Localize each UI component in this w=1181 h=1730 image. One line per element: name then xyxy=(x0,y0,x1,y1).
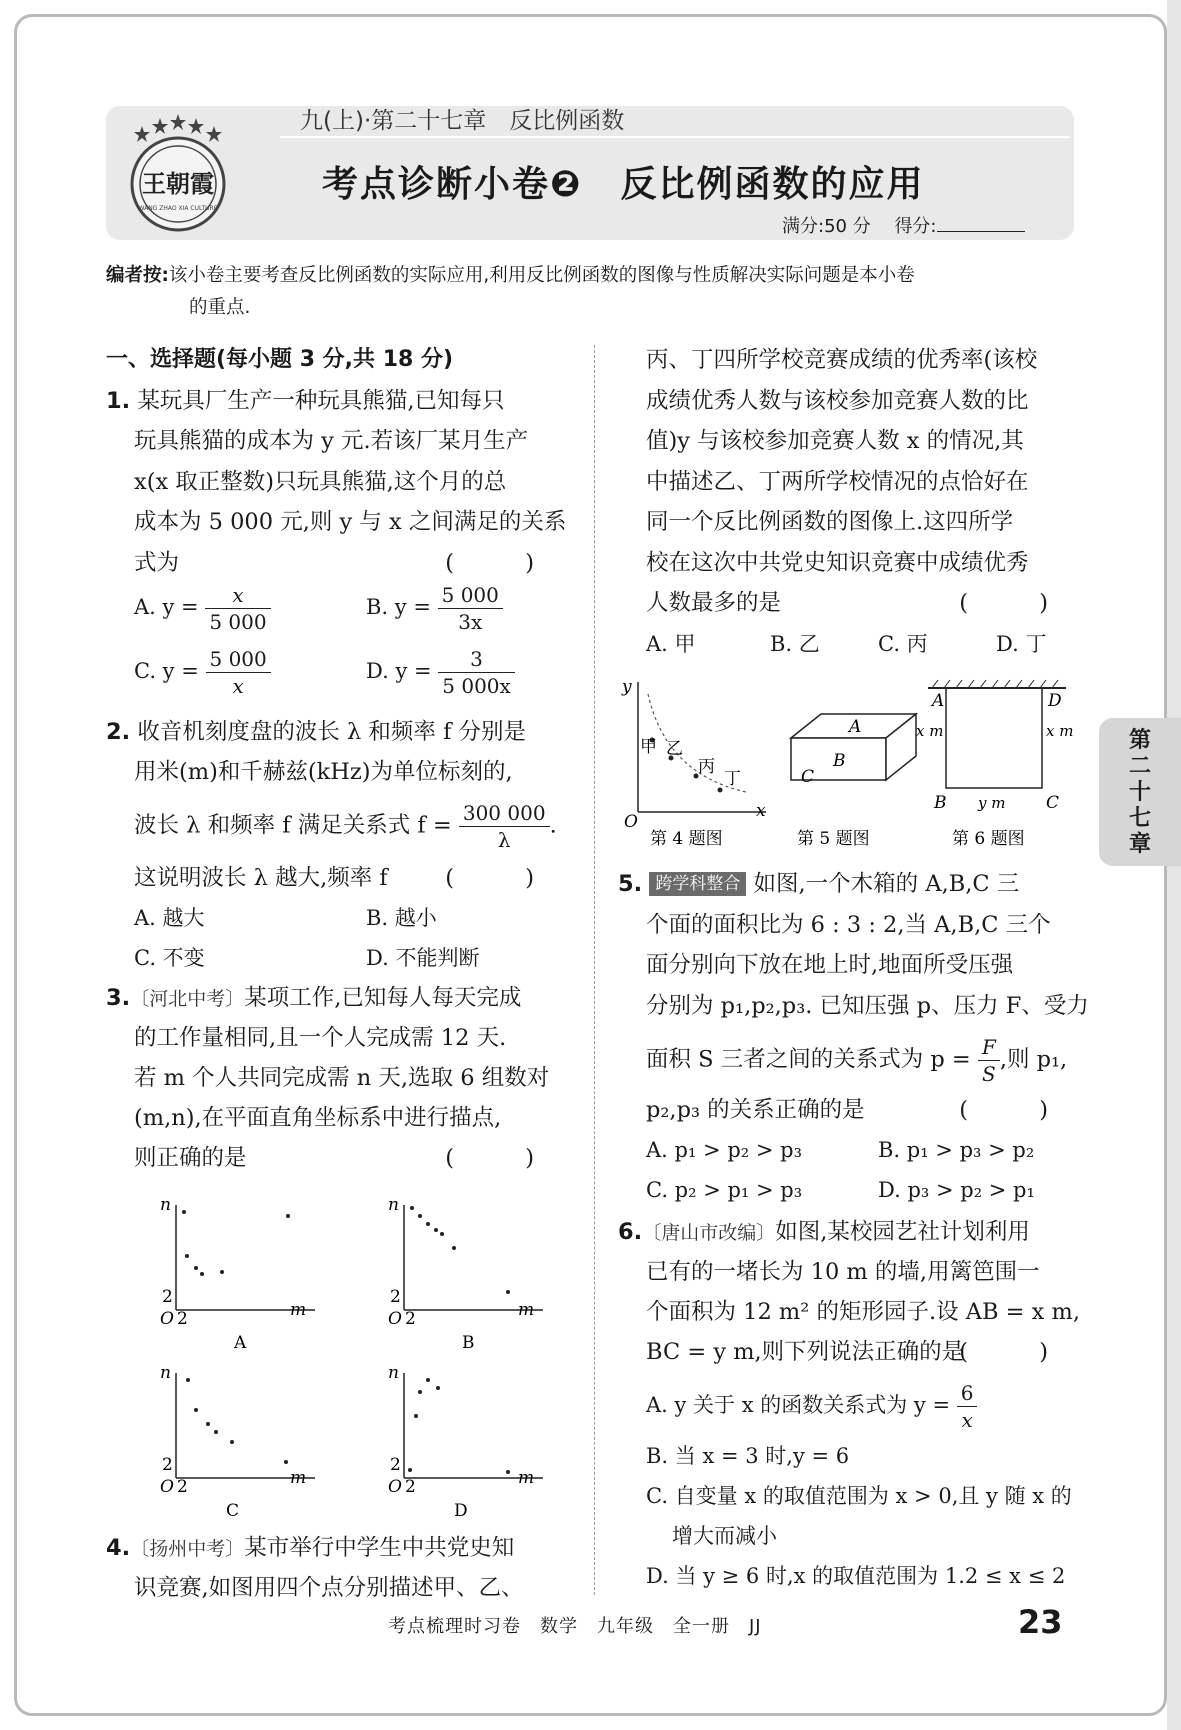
q6-option-a-fraction xyxy=(957,1380,978,1433)
q1-option-a[interactable] xyxy=(134,582,271,635)
q1-b-num: 5 000 xyxy=(438,582,503,609)
fig5-caption: 第 5 题图 xyxy=(797,829,870,849)
q2-option-d[interactable]: D. 不能判断 xyxy=(366,946,480,970)
fig4-x-label: x xyxy=(756,801,766,821)
q3-line3: 若 m 个人共同完成需 n 天,选取 6 组数对 xyxy=(134,1065,550,1091)
fig5-face-c: C xyxy=(801,767,815,787)
fig5-face-b: B xyxy=(833,751,846,771)
fig4-point-bing: 丙 xyxy=(698,757,715,777)
q2-frac-den: λ xyxy=(497,828,511,852)
fig6-point-c: C xyxy=(1046,793,1060,813)
chapter-tab[interactable] xyxy=(1099,718,1181,866)
q2-answer-paren[interactable]: ( ) xyxy=(445,865,566,891)
q1-option-c[interactable] xyxy=(134,646,271,699)
graph-a-label: A xyxy=(234,1333,247,1353)
graph-c-m: m xyxy=(290,1468,307,1488)
q1-b-den: 3x xyxy=(458,610,483,634)
q1-line2: 玩具熊猫的成本为 y 元.若该厂某月生产 xyxy=(134,428,529,454)
score-blank[interactable] xyxy=(937,217,1025,232)
q2-line2: 用米(m)和千赫兹(kHz)为单位标刻的, xyxy=(134,759,513,785)
score-line xyxy=(782,212,1025,238)
q1-option-a-fraction xyxy=(205,582,270,635)
q2-frac-num: 300 000 xyxy=(459,800,550,827)
q1-option-a-label: A. y = xyxy=(134,595,199,619)
q1-number: 1. xyxy=(106,388,131,414)
q2-text3-end: . xyxy=(549,812,557,839)
figures-row xyxy=(616,674,1076,854)
q4-source: 〔扬州中考〕 xyxy=(130,1538,245,1560)
fig4-graph[interactable] xyxy=(621,677,766,849)
graph-a-xtick: 2 xyxy=(177,1309,188,1329)
q2-option-b[interactable]: B. 越小 xyxy=(366,906,437,930)
logo-text: 王朝霞 xyxy=(142,169,214,198)
q1-c-num: 5 000 xyxy=(206,646,271,673)
graph-d-xtick: 2 xyxy=(405,1477,416,1497)
note-line2: 的重点. xyxy=(189,297,251,318)
fig4-point-yi: 乙 xyxy=(666,739,683,759)
chapter-tab-label: 第二十七章 xyxy=(1128,728,1151,857)
q6-line4: BC = y m,则下列说法正确的是 xyxy=(646,1339,965,1365)
q3-source: 〔河北中考〕 xyxy=(130,988,245,1010)
q5-text5-end: ,则 p₁, xyxy=(999,1046,1068,1073)
graph-d-label: D xyxy=(454,1501,468,1521)
fig6-label-x-right: x m xyxy=(1046,722,1074,740)
q3-graph-a[interactable] xyxy=(160,1195,315,1353)
score-label: 得分: xyxy=(894,216,937,237)
note-label: 编者按: xyxy=(106,265,169,286)
fig5-face-a: A xyxy=(849,717,862,737)
graph-b-n: n xyxy=(388,1195,399,1215)
fig4-y-label: y xyxy=(622,677,632,697)
q4-option-b[interactable]: B. 乙 xyxy=(770,632,820,656)
q4-r6: 校在这次中共党史知识竞赛中成绩优秀 xyxy=(646,550,1029,576)
q1-a-den: 5 000 xyxy=(209,610,267,634)
q4-option-a[interactable]: A. 甲 xyxy=(646,632,696,656)
q5-line5 xyxy=(646,1034,1067,1087)
q6-line2: 已有的一堵长为 10 m 的墙,用篱笆围一 xyxy=(646,1259,1040,1285)
q1-text1: 某玩具厂生产一种玩具熊猫,已知每只 xyxy=(137,388,505,414)
fig5-box[interactable] xyxy=(781,714,916,849)
q6-option-d[interactable]: D. 当 y ≥ 6 时,x 的取值范围为 1.2 ≤ x ≤ 2 xyxy=(646,1564,1066,1588)
q2-option-a[interactable]: A. 越大 xyxy=(134,906,205,930)
graph-b-xtick: 2 xyxy=(405,1309,416,1329)
q4-r7: 人数最多的是 xyxy=(646,590,782,616)
graph-a-ytick: 2 xyxy=(162,1287,173,1307)
q4-line1 xyxy=(106,1528,514,1570)
q4-r5: 同一个反比例函数的图像上.这四所学 xyxy=(646,509,1014,535)
fig4-point-jia: 甲 xyxy=(640,737,657,757)
graph-c-n: n xyxy=(160,1363,171,1383)
footer: 考点梳理时习卷 数学 九年级 全一册 JJ xyxy=(388,1616,762,1637)
page-title: 考点诊断小卷❷ 反比例函数的应用 xyxy=(322,164,925,205)
graph-b-m: m xyxy=(518,1300,535,1320)
q5-number: 5. xyxy=(618,871,643,897)
q3-number: 3. xyxy=(106,985,131,1011)
graph-b-o: O xyxy=(388,1309,402,1329)
graph-a-m: m xyxy=(290,1300,307,1320)
fig6-label-x-left: x m xyxy=(916,722,944,740)
q4-text1: 某市举行中学生中共党史知 xyxy=(244,1535,515,1561)
logo-seal xyxy=(124,112,232,232)
q1-option-b[interactable] xyxy=(366,582,503,635)
q5-answer-paren[interactable]: ( ) xyxy=(959,1097,1080,1123)
editor-note xyxy=(106,260,1074,324)
q3-line1 xyxy=(106,978,521,1020)
q5-line4: 分别为 p₁,p₂,p₃. 已知压强 p、压力 F、受力 xyxy=(646,993,1089,1019)
q5-text5: 面积 S 三者之间的关系式为 p = xyxy=(646,1046,971,1073)
q5-line2: 个面的面积比为 6 : 3 : 2,当 A,B,C 三个 xyxy=(646,912,1051,938)
q6-option-b[interactable]: B. 当 x = 3 时,y = 6 xyxy=(646,1444,850,1468)
graph-c-label: C xyxy=(226,1501,240,1521)
fig6-point-a: A xyxy=(932,691,945,711)
q2-line1 xyxy=(106,712,526,753)
q2-line4: 这说明波长 λ 越大,频率 f xyxy=(134,865,388,891)
q3-answer-paren[interactable]: ( ) xyxy=(445,1145,566,1171)
graph-d-n: n xyxy=(388,1363,399,1383)
graph-c-xtick: 2 xyxy=(177,1477,188,1497)
breadcrumb: 九(上)·第二十七章 反比例函数 xyxy=(300,108,625,134)
graph-a-n: n xyxy=(160,1195,171,1215)
q1-option-c-label: C. y = xyxy=(134,659,199,683)
q6-option-c-cont: 增大而减小 xyxy=(672,1524,777,1548)
q1-answer-paren[interactable]: ( ) xyxy=(445,550,566,576)
column-divider xyxy=(594,345,595,1595)
q1-line5: 式为 xyxy=(134,550,180,576)
q4-option-c[interactable]: C. 丙 xyxy=(878,632,928,656)
graph-b-ytick: 2 xyxy=(390,1287,401,1307)
q6-answer-paren[interactable]: ( ) xyxy=(959,1339,1080,1365)
fig6-garden[interactable] xyxy=(916,680,1073,849)
q2-text3: 波长 λ 和频率 f 满足关系式 f = xyxy=(134,812,452,839)
q1-option-d[interactable] xyxy=(366,646,515,699)
q2-number: 2. xyxy=(106,719,131,745)
q3-graphs xyxy=(150,1190,570,1530)
fig6-label-y: y m xyxy=(978,794,1006,812)
breadcrumb-divider xyxy=(280,136,1070,138)
fig6-point-b: B xyxy=(934,793,947,813)
q5-fraction xyxy=(978,1034,1000,1087)
q4-option-d[interactable]: D. 丁 xyxy=(996,632,1047,656)
q5-frac-den: S xyxy=(982,1062,996,1086)
fig4-point-ding: 丁 xyxy=(724,769,741,789)
q1-d-num: 3 xyxy=(438,646,515,673)
q1-option-b-label: B. y = xyxy=(366,595,431,619)
graph-d-o: O xyxy=(388,1477,402,1497)
graph-c-o: O xyxy=(160,1477,174,1497)
q1-line1 xyxy=(106,381,505,422)
q6-option-a-text: A. y 关于 x 的函数关系式为 y = xyxy=(646,1393,951,1417)
page-number: 23 xyxy=(1018,1603,1063,1641)
q5-option-d[interactable]: D. p₃ > p₂ > p₁ xyxy=(878,1178,1035,1202)
q2-option-c[interactable]: C. 不变 xyxy=(134,946,205,970)
q5-tag-badge: 跨学科整合 xyxy=(649,872,746,896)
q4-r2: 成绩优秀人数与该校参加竞赛人数的比 xyxy=(646,388,1029,414)
q1-option-b-fraction xyxy=(438,582,503,635)
logo-caption: WANG ZHAO XIA CULTURE xyxy=(138,205,218,212)
q1-option-c-fraction xyxy=(206,646,271,699)
q3-line2: 的工作量相同,且一个人完成需 12 天. xyxy=(134,1025,507,1051)
q6-source: 〔唐山市改编〕 xyxy=(642,1222,776,1244)
graph-d-m: m xyxy=(518,1468,535,1488)
q5-line3: 面分别向下放在地上时,地面所受压强 xyxy=(646,952,1014,978)
q2-text1: 收音机刻度盘的波长 λ 和频率 f 分别是 xyxy=(137,719,527,745)
q6-line1 xyxy=(618,1212,1030,1254)
q6-line3: 个面积为 12 m² 的矩形园子.设 AB = x m, xyxy=(646,1299,1081,1325)
q1-line3: x(x 取正整数)只玩具熊猫,这个月的总 xyxy=(134,469,507,495)
q2-fraction xyxy=(459,800,550,853)
fig4-caption: 第 4 题图 xyxy=(650,829,723,849)
q6-text1: 如图,某校园艺社计划利用 xyxy=(775,1219,1030,1245)
q5-option-b[interactable]: B. p₁ > p₃ > p₂ xyxy=(878,1138,1035,1162)
q2-line3 xyxy=(134,800,557,853)
q5-frac-num: F xyxy=(978,1034,1000,1061)
q4-answer-paren[interactable]: ( ) xyxy=(959,590,1080,616)
q1-d-den: 5 000x xyxy=(442,674,511,698)
q5-text1: 如图,一个木箱的 A,B,C 三 xyxy=(753,871,1020,897)
q3-line5: 则正确的是 xyxy=(134,1145,247,1171)
section-title: 一、选择题(每小题 3 分,共 18 分) xyxy=(106,347,454,372)
q4-line2: 识竞赛,如图用四个点分别描述甲、乙、 xyxy=(134,1575,524,1601)
q4-r1: 丙、丁四所学校竞赛成绩的优秀率(该校 xyxy=(646,347,1038,373)
q3-graph-c[interactable] xyxy=(160,1363,315,1521)
q6-number: 6. xyxy=(618,1219,643,1245)
q1-option-d-fraction xyxy=(438,646,515,699)
fig4-origin: O xyxy=(624,812,638,832)
fig6-caption: 第 6 题图 xyxy=(952,829,1025,849)
q5-option-a[interactable]: A. p₁ > p₂ > p₃ xyxy=(646,1138,802,1162)
q1-c-den: x xyxy=(232,674,244,698)
q3-graph-b[interactable] xyxy=(388,1195,543,1353)
q6-a-den: x xyxy=(961,1408,973,1432)
q4-number: 4. xyxy=(106,1535,131,1561)
q5-line1 xyxy=(618,864,1019,905)
q3-graph-d[interactable] xyxy=(388,1363,543,1521)
q3-text1: 某项工作,已知每人每天完成 xyxy=(244,985,522,1011)
q5-option-c[interactable]: C. p₂ > p₁ > p₃ xyxy=(646,1178,803,1202)
graph-b-label: B xyxy=(462,1333,475,1353)
q3-line4: (m,n),在平面直角坐标系中进行描点, xyxy=(134,1105,502,1131)
q4-r4: 中描述乙、丁两所学校情况的点恰好在 xyxy=(646,469,1029,495)
q4-r3: 值)y 与该校参加竞赛人数 x 的情况,其 xyxy=(646,428,1024,454)
q6-option-a[interactable] xyxy=(646,1380,977,1433)
q5-line6: p₂,p₃ 的关系正确的是 xyxy=(646,1097,865,1123)
full-score: 满分:50 分 xyxy=(782,216,871,237)
q1-option-d-label: D. y = xyxy=(366,659,432,683)
graph-d-ytick: 2 xyxy=(390,1455,401,1475)
q6-option-c[interactable]: C. 自变量 x 的取值范围为 x > 0,且 y 随 x 的 xyxy=(646,1484,1072,1508)
q1-line4: 成本为 5 000 元,则 y 与 x 之间满足的关系 xyxy=(134,509,567,535)
graph-a-o: O xyxy=(160,1309,174,1329)
graph-c-ytick: 2 xyxy=(162,1455,173,1475)
q1-a-num: x xyxy=(205,582,270,609)
fig6-point-d: D xyxy=(1048,691,1062,711)
q6-a-num: 6 xyxy=(957,1380,978,1407)
note-line1: 该小卷主要考查反比例函数的实际应用,利用反比例函数的图像与性质解决实际问题是本小卷 xyxy=(168,265,915,286)
